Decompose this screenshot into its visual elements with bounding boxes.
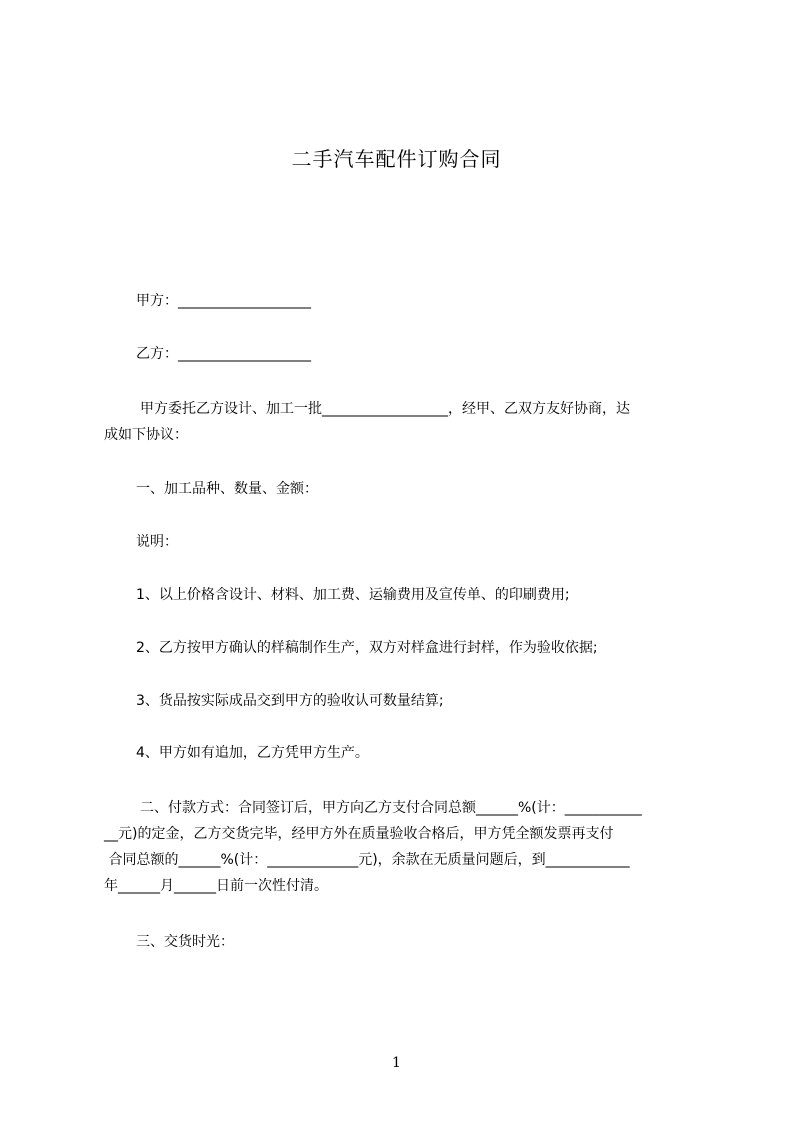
section-1-heading: 一、加工品种、数量、金额：: [136, 481, 318, 497]
notes-label: 说明：: [136, 534, 178, 550]
payment-paragraph-line-2: __元)的定金，乙方交货完毕，经甲方外在质量验收合格后，甲方凭全额发票再支付: [104, 826, 614, 842]
page-title: 二手汽车配件订购合同: [291, 147, 502, 171]
note-item-1: 1、以上价格含设计、材料、加工费、运输费用及宣传单、的印刷费用;: [136, 587, 570, 603]
note-item-2: 2、乙方按甲方确认的样稿制作生产，双方对样盒进行封样，作为验收依据;: [136, 640, 598, 656]
payment-paragraph-line-3: 合同总额的______%(计：_____________元)，余款在无质量问题后，到____________: [104, 852, 630, 868]
party-b-line: 乙方：___________________: [136, 346, 311, 362]
intro-paragraph-line-2: 成如下协议：: [104, 427, 188, 443]
page-number: 1: [392, 1055, 401, 1071]
payment-paragraph-line-1: 二、付款方式：合同签订后，甲方向乙方支付合同总额______%(计：___________: [140, 800, 642, 816]
note-item-3: 3、货品按实际成品交到甲方的验收认可数量结算;: [136, 693, 444, 709]
note-item-4: 4、甲方如有追加，乙方凭甲方生产。: [136, 745, 369, 761]
intro-paragraph-line-1: 甲方委托乙方设计、加工一批__________________，经甲、乙双方友好协商，达: [140, 401, 630, 417]
payment-paragraph-line-4: 年______月______日前一次性付清。: [104, 878, 328, 894]
party-a-line: 甲方：___________________: [136, 293, 311, 309]
section-3-heading: 三、交货时光：: [136, 934, 234, 950]
